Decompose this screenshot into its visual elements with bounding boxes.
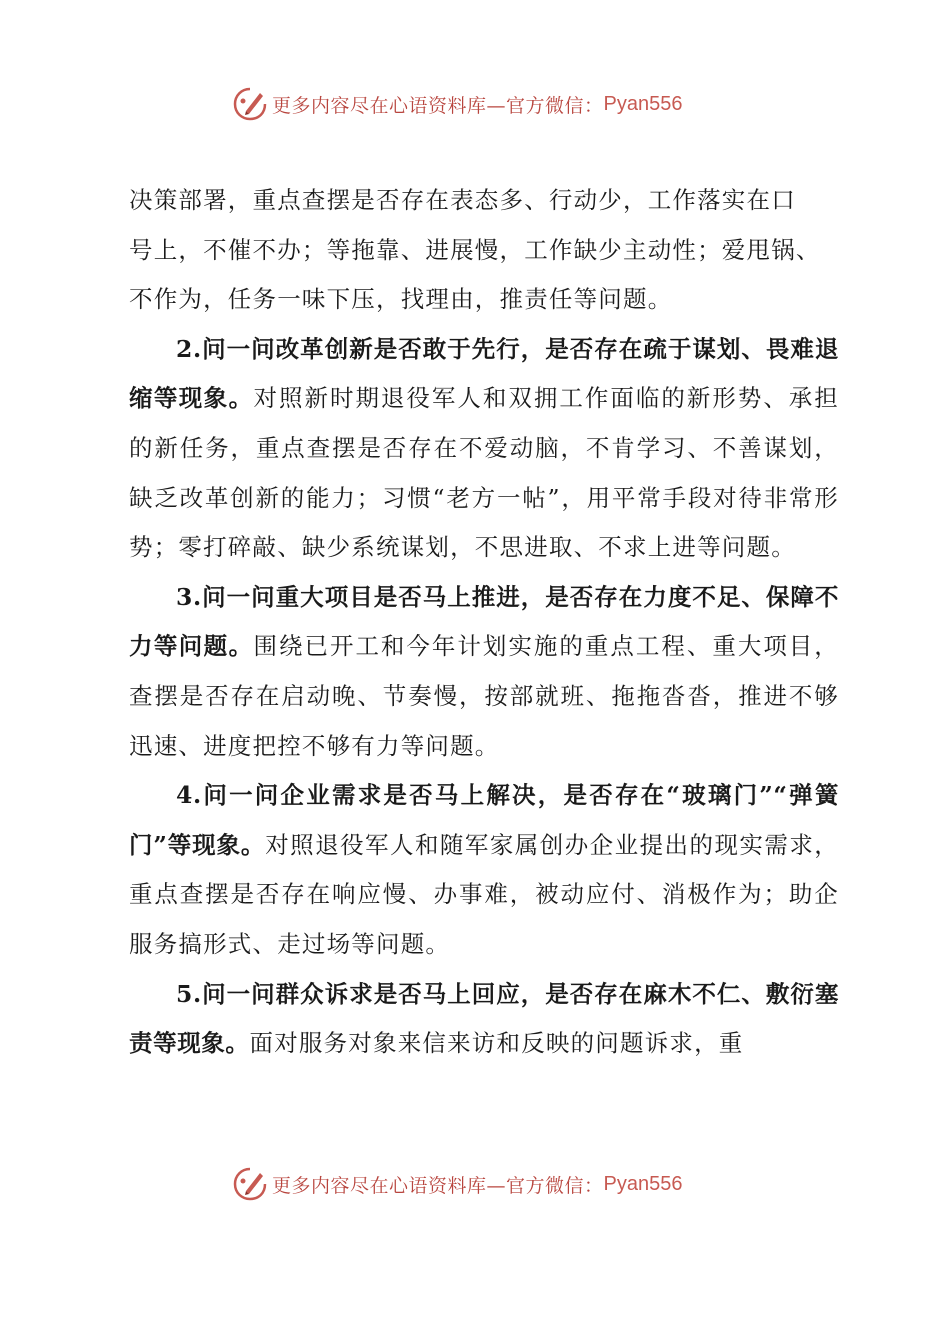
wechat-id: Pyan556 [603, 1172, 683, 1195]
paragraph-continued [129, 176, 839, 325]
banner-text: 更多内容尽在心语资料库—官方微信： [272, 1174, 604, 1197]
paragraph-heading: 5.问一问群众诉求是否马上回应，是否存在麻木不仁、敷衍塞责等现象。 [129, 979, 839, 1058]
paragraph-body: 面对服务对象来信来访和反映的问题诉求，重 [249, 1029, 744, 1058]
paragraph-body: 对照新时期退役军人和双拥工作面临的新形势、承担的新任务，重点查摆是否存在不爱动脑，不肯学习、不善谋划，缺乏改革创新的能力；习惯“老方一帖”，用平常手段对待非常形势；零打碎敲、缺少系统谋划，不思进取、不求上进等问题。 [129, 384, 839, 562]
paragraph-3 [129, 573, 839, 771]
pen-logo-icon [230, 84, 270, 124]
paragraph-heading: 4.问一问企业需求是否马上解决，是否存在“玻璃门”“弹簧门”等现象。 [129, 781, 839, 859]
header-banner [230, 84, 682, 124]
paragraph-body: 对照退役军人和随军家属创办企业提出的现实需求，重点查摆是否存在响应慢、办事难，被动应付、消极作为；助企服务搞形式、走过场等问题。 [129, 830, 839, 958]
text-line: 决策部署，重点查摆是否存在表态多、行动少，工作落实在口 [129, 186, 796, 214]
wechat-id: Pyan556 [603, 92, 683, 115]
footer-banner [230, 1164, 682, 1204]
text-line: 不作为，任务一味下压，找理由，推责任等问题。 [129, 285, 673, 314]
paragraph-heading: 2.问一问改革创新是否敢于先行，是否存在疏于谋划、畏难退缩等现象。 [129, 334, 839, 413]
document-body [129, 176, 839, 1069]
paragraph-heading: 3.问一问重大项目是否马上推进，是否存在力度不足、保障不力等问题。 [129, 582, 839, 661]
paragraph-4 [129, 771, 839, 969]
pen-logo-icon [230, 1164, 270, 1204]
paragraph-2 [129, 325, 839, 573]
paragraph-5 [129, 970, 839, 1069]
paragraph-body: 围绕已开工和今年计划实施的重点工程、重大项目，查摆是否存在启动晚、节奏慢，按部就班、拖拖沓沓，推进不够迅速、进度把控不够有力等问题。 [129, 632, 839, 760]
text-line: 号上，不催不办；等拖靠、进展慢，工作缺少主动性；爱甩锅、 [129, 235, 821, 264]
banner-text: 更多内容尽在心语资料库—官方微信： [272, 94, 604, 117]
